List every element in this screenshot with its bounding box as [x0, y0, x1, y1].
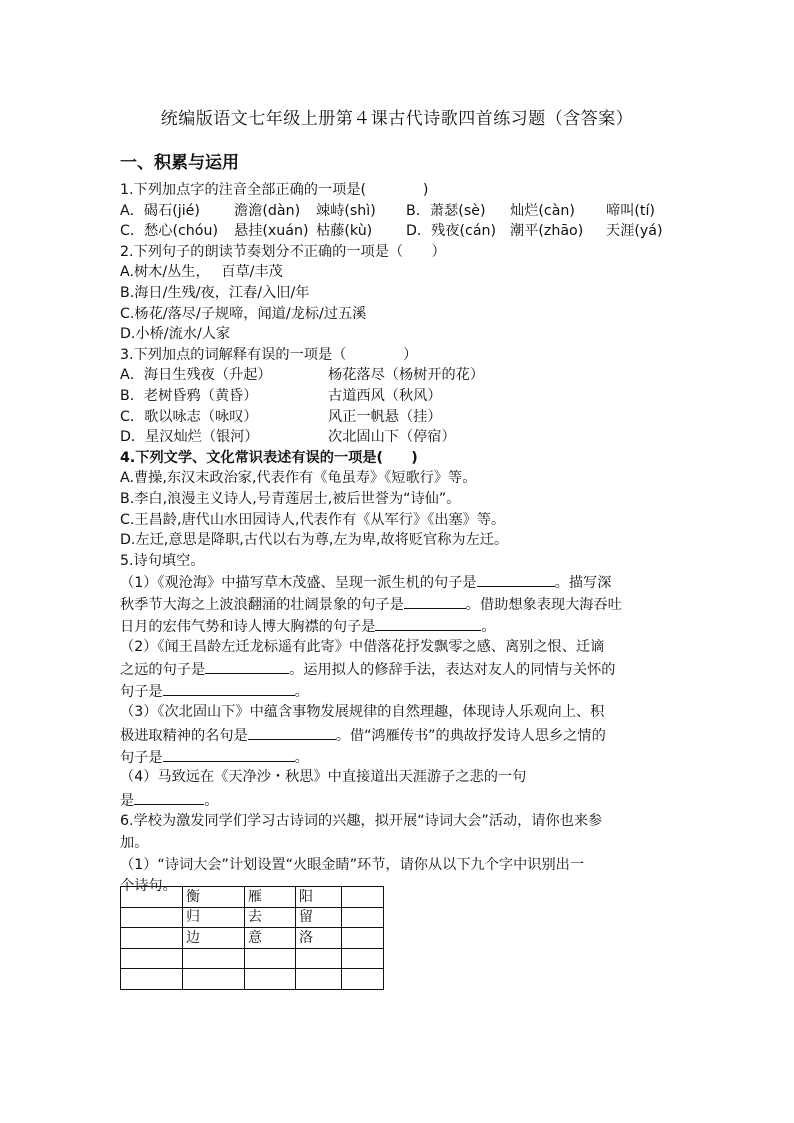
- q3-options-row: [120, 365, 680, 386]
- q5-text: （4）马致远在《天净沙・秋思》中直接道出天涯游子之悲的一句: [120, 769, 527, 786]
- q3-options-row: [120, 407, 680, 428]
- grid-cell: [342, 887, 384, 908]
- grid-row: [121, 969, 384, 990]
- q2-option-d: D.小桥/流水/人家: [120, 326, 231, 343]
- q5-text: 日月的宏伟气势和诗人博大胸襟的句子是: [120, 618, 376, 635]
- q1-option: 啼叫(tí): [606, 202, 655, 219]
- q5-text: 。: [481, 618, 496, 635]
- q4-option-d: D.左迁,意思是降职,古代以右为尊,左为卑,故将贬官称为左迁。: [120, 532, 509, 549]
- q3-options-row: [120, 427, 680, 448]
- q1-option: 枯藤(kù): [316, 223, 373, 240]
- q3-option: 杨花落尽（杨树开的花）: [328, 367, 485, 384]
- q6-sub1-cont: 个诗句。: [120, 878, 177, 895]
- answer-blank[interactable]: [375, 615, 481, 631]
- q5-text: 。借“鸿雁传书”的典故抒发诗人思乡之情的: [335, 727, 606, 744]
- q5-text: 极进取精神的名句是: [120, 727, 248, 744]
- q5-part3-line: [120, 702, 680, 724]
- grid-cell: [183, 969, 245, 990]
- q2-option-a: A.树木/丛生， 百草/丰茂: [120, 264, 283, 281]
- q5-text: 。: [294, 749, 309, 766]
- q5-part1-line: [120, 593, 680, 615]
- q5-text: 。: [204, 793, 219, 810]
- q5-text: 之远的句子是: [120, 662, 206, 679]
- q1-option: 天涯(yá): [606, 223, 663, 240]
- q5-text: （1）《观沧海》中描写草木茂盛、呈现一派生机的句子是: [120, 575, 477, 592]
- q3-option: D．星汉灿烂（银河）: [120, 429, 259, 446]
- q3-option: 古道西风（秋风）: [328, 387, 442, 404]
- q1-option: B．萧瑟(sè): [406, 202, 486, 219]
- q4-option-b: B.李白,浪漫主义诗人,号青莲居士,被后世誉为“诗仙”。: [120, 490, 461, 507]
- grid-row: [121, 887, 384, 908]
- q1-option: A．碣石(jié): [120, 202, 200, 219]
- q5-part2-line: [120, 637, 680, 659]
- q5-stem: 5.诗句填空。: [120, 552, 205, 569]
- q3-option: A．海日生残夜（升起）: [120, 367, 272, 384]
- q3-option: B．老树昏鸦（黄昏）: [120, 387, 258, 404]
- q1-option: D．残夜(cán): [406, 223, 497, 240]
- grid-cell: 去: [245, 907, 296, 928]
- answer-blank[interactable]: [477, 571, 555, 587]
- grid-cell: 留: [296, 907, 342, 928]
- grid-cell: 归: [183, 907, 245, 928]
- q5-part3-line: [120, 724, 680, 746]
- q4-stem: 4.下列文学、文化常识表述有误的一项是( ): [120, 449, 418, 466]
- q5-part4-line: [120, 767, 680, 789]
- grid-cell: [296, 948, 342, 969]
- grid-cell: 意: [245, 928, 296, 949]
- grid-cell: [342, 928, 384, 949]
- grid-cell: [245, 948, 296, 969]
- question-block: [120, 180, 680, 898]
- answer-blank[interactable]: [134, 789, 204, 805]
- q5-text: （3）《次北固山下》中蕴含事物发展规律的自然理趣，体现诗人乐观向上、积: [120, 704, 605, 721]
- q1-options-row: [120, 201, 680, 222]
- q5-part1-line: [120, 571, 680, 593]
- q5-text: 句子是: [120, 684, 163, 701]
- q3-stem: 3.下列加点的词解释有误的一项是（ ）: [120, 346, 418, 363]
- grid-cell: [342, 948, 384, 969]
- q2-stem: 2.下列句子的朗读节奏划分不正确的一项是（ ）: [120, 243, 446, 260]
- answer-blank[interactable]: [163, 746, 295, 762]
- grid-row: [121, 928, 384, 949]
- q1-option: 灿烂(càn): [510, 202, 575, 219]
- q1-option: 悬挂(xuán): [234, 223, 309, 240]
- q1-option: 澹澹(dàn): [234, 202, 301, 219]
- q5-text: 是: [120, 793, 135, 810]
- q1-option: 潮平(zhāo): [510, 223, 584, 240]
- answer-blank[interactable]: [205, 658, 289, 674]
- q2-option-c: C.杨花/落尽/子规啼，闻道/龙标/过五溪: [120, 305, 367, 322]
- grid-cell: [296, 969, 342, 990]
- grid-cell: [121, 907, 183, 928]
- q3-option: C．歌以咏志（咏叹）: [120, 408, 258, 425]
- grid-row: [121, 948, 384, 969]
- grid-cell: [183, 948, 245, 969]
- grid-cell: 雁: [245, 887, 296, 908]
- q6-stem-cont: 加。: [120, 834, 149, 851]
- q4-option-a: A.曹操,东汉末政治家,代表作有《龟虽寿》《短歌行》等。: [120, 470, 477, 487]
- q1-stem: 1.下列加点字的注音全部正确的一项是( ): [120, 182, 429, 198]
- q5-text: （2）《闻王昌龄左迁龙标遥有此寄》中借落花抒发飘零之感、离别之恨、迁谪: [120, 638, 605, 655]
- answer-blank[interactable]: [163, 680, 295, 696]
- q1-option: 竦峙(shì): [316, 202, 376, 219]
- grid-cell: 洛: [296, 928, 342, 949]
- grid-cell: [121, 969, 183, 990]
- character-grid: [120, 886, 384, 990]
- grid-cell: 衡: [183, 887, 245, 908]
- q6-sub1: （1）“诗词大会”计划设置“火眼金睛”环节，请你从以下九个字中识别出一: [120, 856, 585, 873]
- grid-cell: [342, 969, 384, 990]
- q5-text: 句子是: [120, 749, 163, 766]
- q5-text: 。: [294, 684, 309, 701]
- grid-cell: [245, 969, 296, 990]
- grid-cell: [121, 928, 183, 949]
- grid-cell: [121, 887, 183, 908]
- q6-stem: 6.学校为激发同学们学习古诗词的兴趣，拟开展“诗词大会”活动，请你也来参: [120, 813, 603, 830]
- grid-cell: 边: [183, 928, 245, 949]
- q1-options-row: [120, 221, 680, 242]
- grid-cell: [342, 907, 384, 928]
- q4-option-c: C.王昌龄,唐代山水田园诗人,代表作有《从军行》《出塞》等。: [120, 511, 506, 528]
- grid-cell: [121, 948, 183, 969]
- q3-option: 次北固山下（停宿）: [328, 429, 456, 446]
- q5-text: 。描写深: [554, 575, 612, 592]
- q1-option: C．愁心(chóu): [120, 223, 219, 240]
- section-heading: 一、积累与运用: [120, 153, 239, 173]
- q3-option: 风正一帆悬（挂）: [328, 408, 442, 425]
- q5-part4-line: [120, 789, 680, 811]
- q5-text: 秋季节大海之上波浪翻涌的壮阔景象的句子是: [120, 597, 404, 614]
- document-title: 统编版语文七年级上册第４课古代诗歌四首练习题（含答案）: [160, 109, 634, 129]
- answer-blank[interactable]: [248, 724, 336, 740]
- q5-part1-line: [120, 615, 680, 637]
- grid-row: [121, 907, 384, 928]
- q5-text: 。借助想象表现大海吞吐: [465, 597, 622, 614]
- q5-text: 。运用拟人的修辞手法，表达对友人的同情与关怀的: [289, 662, 616, 679]
- q5-part2-line: [120, 658, 680, 680]
- q3-options-row: [120, 386, 680, 407]
- q5-part3-line: [120, 746, 680, 768]
- q2-option-b: B.海日/生残/夜，江春/入旧/年: [120, 284, 310, 301]
- grid-cell: 阳: [296, 887, 342, 908]
- q5-part2-line: [120, 680, 680, 702]
- answer-blank[interactable]: [404, 593, 466, 609]
